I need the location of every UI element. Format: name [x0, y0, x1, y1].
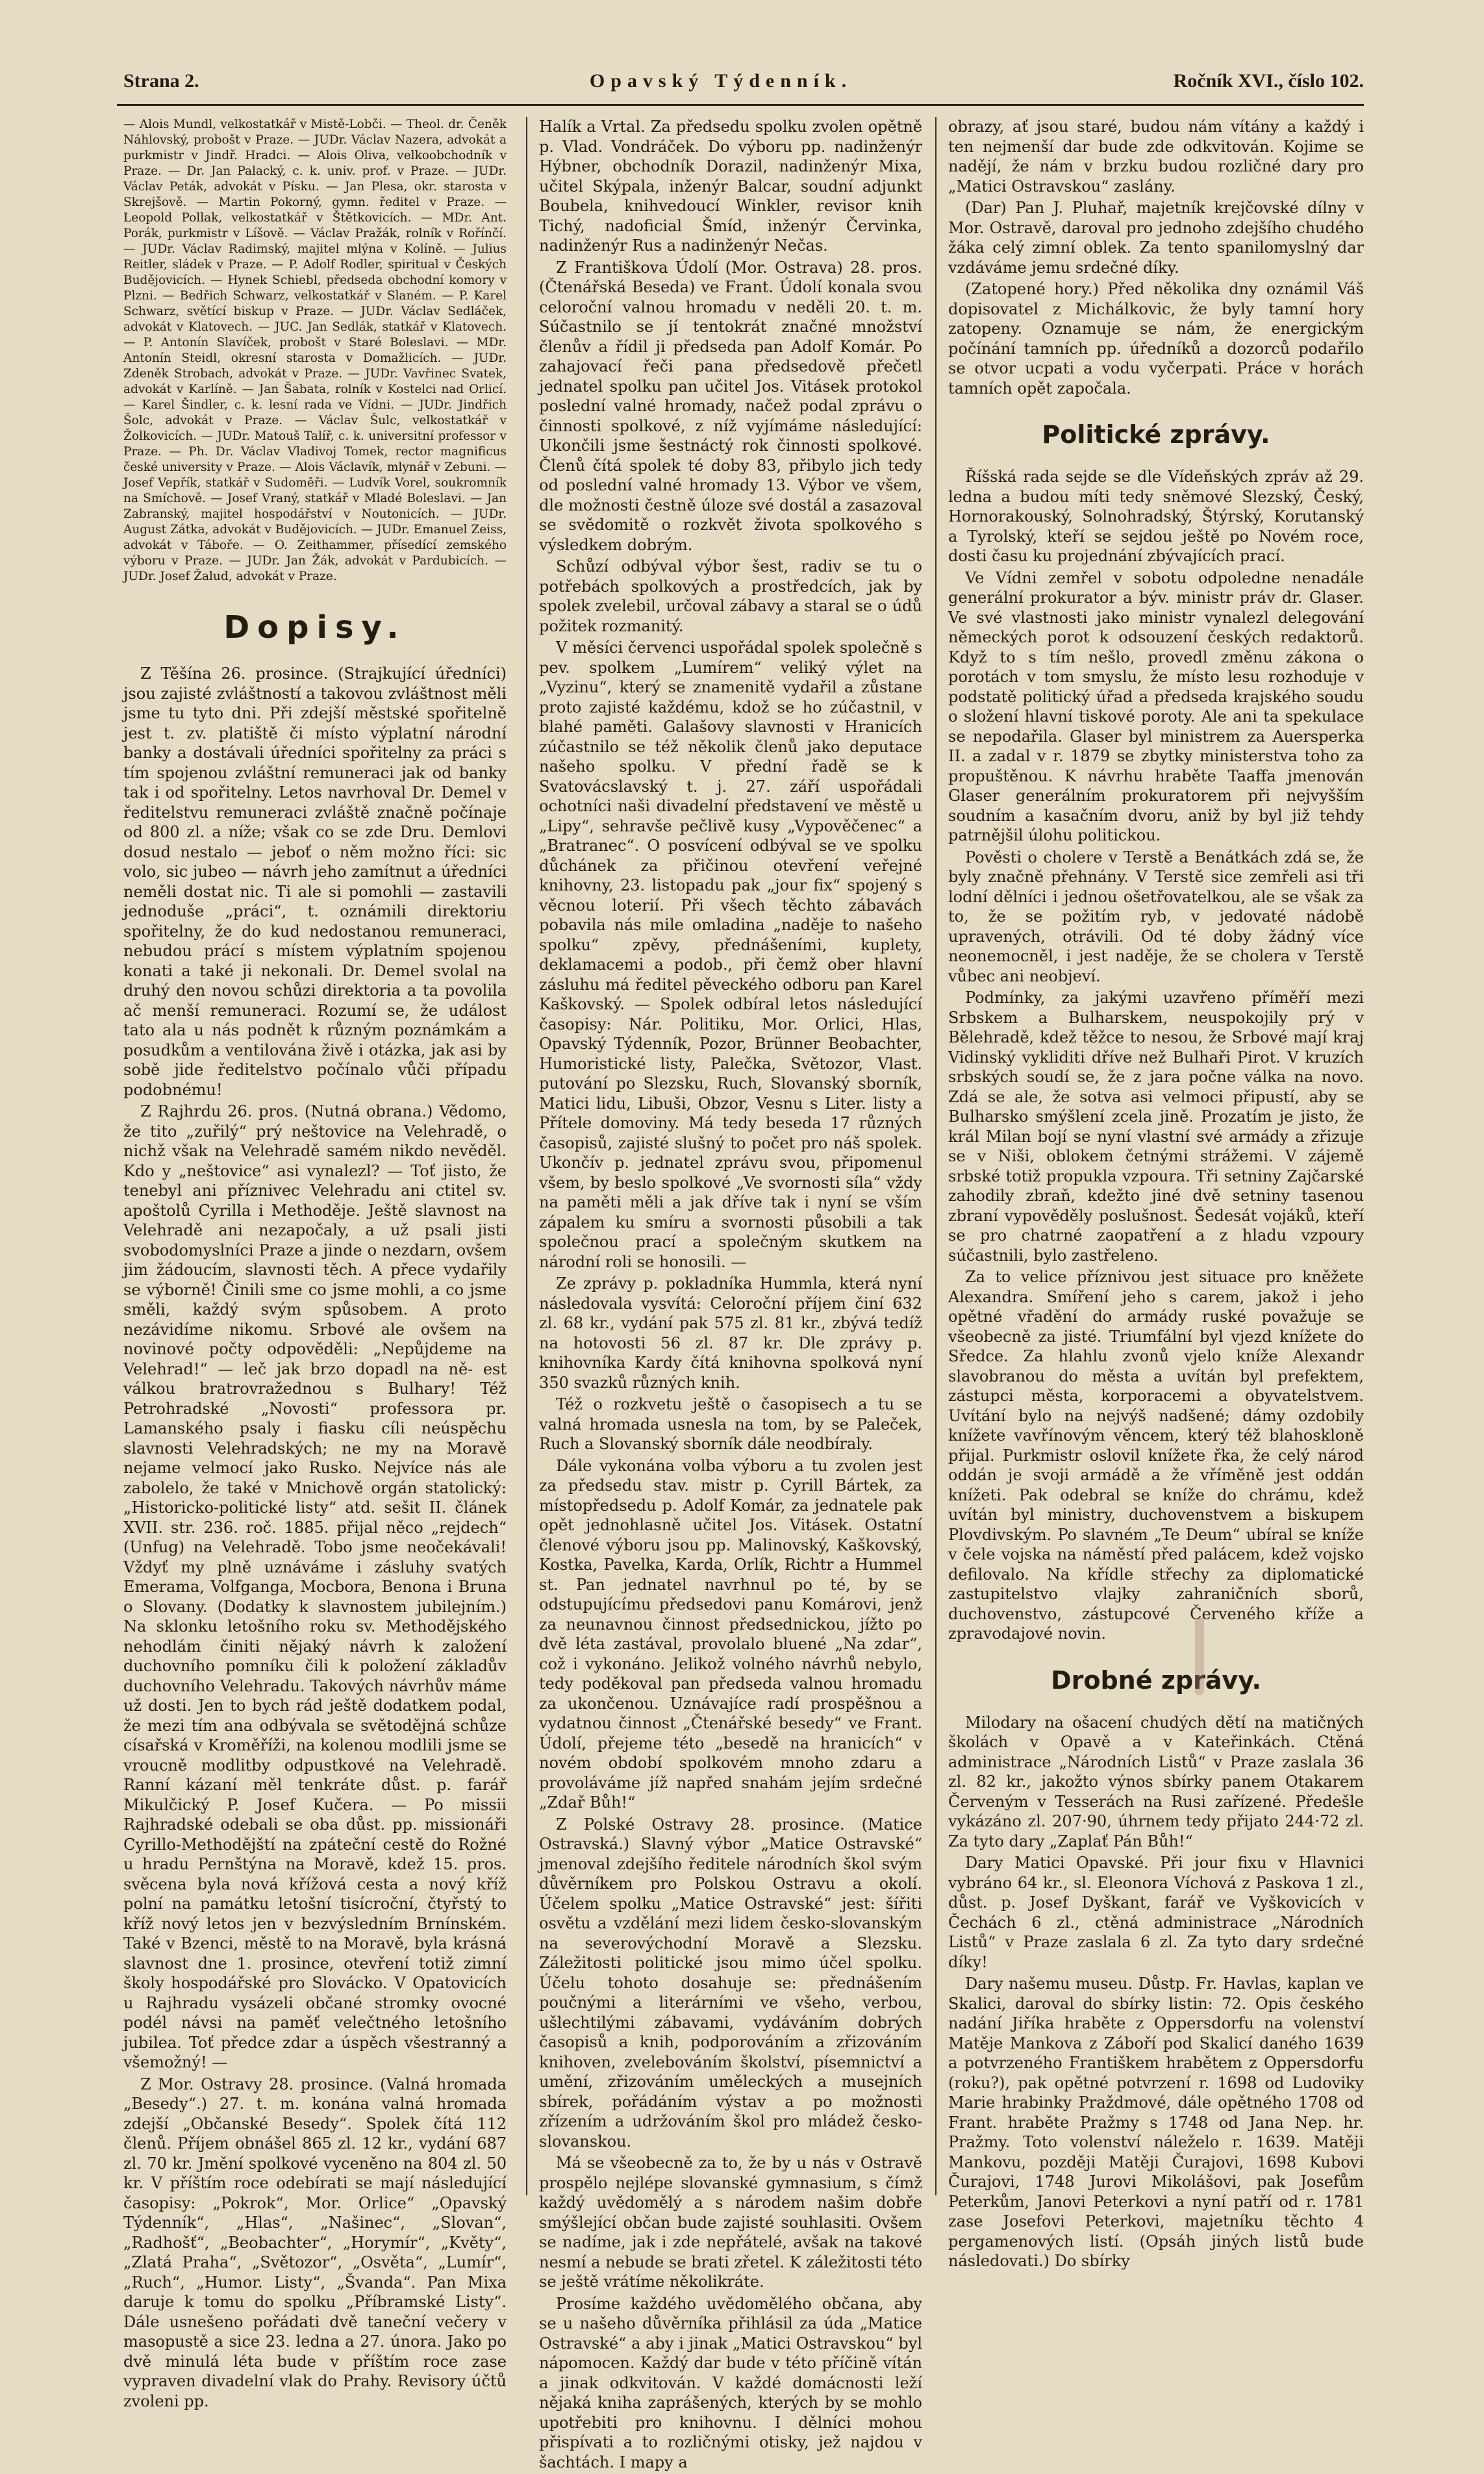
signatories-list: — Alois Mundl, velkostatkář v Mistě-Lobči. — Theol. dr. Čeněk Náhlovský, probošt v Praze. — JUDr. Václav Nazera, advokát a purkmistr v Jindř. Hradci. — Alois Oliva, velkoobchodník v Praze. — Dr. Jan Palacký, c. k. univ. prof. v Praze. — JUDr. Václav Peták, advokát v Písku. — Jan Plesa, okr. starosta v Skrejšově. — Martin Pokorný, gymn. ředitel v Praze. — Leopold Pollak, velkostatkář v Štětkovicích. — MDr. Ant. Porák, purkmistr v Líšově. — Václav Pražák, rolník v Rořínčí. — JUDr. Václav Radimský, majitel mlýna v Kolíně. — Julius Reitler, sládek v Praze. — P. Adolf Rodler, spiritual v Českých Budějovicích. — Hynek Schiebl, předseda obchodní komory v Plzni. — Bedřich Schwarz, velkostatkář v Slaném. — P. Karel Schwarz, světící biskup v Praze. — JUDr. Václav Sedláček, advokát v Klatovech. — JUC. Jan Sedlák, statkář v Klatovech. — P. Antonín Slavíček, probošt v Staré Boleslavi. — MDr. Antonín Steidl, okresní starosta v Domažlicích. — JUDr. Zdeněk Strobach, advokát v Praze. — JUDr. Vavřinec Svatek, advokát v Karlíně. — Jan Šabata, rolník v Kostelci nad Orlicí. — Karel Šindler, c. k. lesní rada ve Vídni. — JUDr. Jindřich Šolc, advokát v Praze. — Václav Šulc, velkostatkář v Žolkovicích. — JUDr. Matouš Talíř, c. k. universitní professor v Praze. — Ph. Dr. Václav Vladivoj Tomek, rector magnificus české university v Praze. — Alois Václavík, mlynář v Zebuni. — Josef Vepřík, statkář v Sudoměři. — Ludvík Vorel, soukromník na Smíchově. — Josef Vraný, statkář v Mladé Boleslavi. — Jan Zabranský, majitel hospodářství v Noutonicích. — JUDr. August Zátka, advokát v Budějovicích. — JUDr. Emanuel Zeiss, advokát v Táboře. — O. Zeithammer, přísedící zemského výboru v Praze. — JUDr. Jan Žák, advokát v Pardubicích. — JUDr. Josef Žalud, advokát v Praze.: [123, 118, 507, 583]
column-right: [948, 117, 1364, 2273]
article-paragraph: Schůzí odbýval výbor šest, radiv se tu o potřebách spolkových a prostředcích, jak by spolek zvelebil, určoval zábavy a staral se o údů požitek rozmanitý.: [539, 557, 922, 635]
article-paragraph: V měsíci červenci uspořádal spolek společně s pev. spolkem „Lumírem“ veliký výlet na „Vyzinu“, který se znamenitě vydařil a zůstane proto zajisté každému, kdož se ho zúčastnil, v blahé paměti. Galašovy slavnosti v Hranicích zúčastnilo se též několik členů jako deputace našeho spolku. V přední řadě se k Svatovácslavský t. j. 27. září uspořádali ochotníci naši divadelní představení ve městě u „Lipy“, sehravše pečlivě kusy „Vypověčenec“ a „Bratranec“. O posvícení odbýval se ve spolku důchánek za přičinou otevření veřejné knihovny, 23. listopadu pak „jour fix“ spojený s věcnou loterií. Při všech těchto zábavách pobavila nás mile omladina „naděje to našeho spolku“ zpěvy, přednášeními, kuplety, deklamacemi a podob., při čemž ober hlavní zásluhu má ředitel pěveckého odboru pan Karel Kaškovský. — Spolek odbíral letos následující časopisy: Nár. Politiku, Mor. Orlici, Hlas, Opavský Týdenník, Pozor, Brünner Beobachter, Humoristické listy, Palečka, Světozor, Vlast. putování po Slezsku, Ruch, Slovanský sborník, Matici lidu, Libuši, Obzor, Vesnu s Liter. listy a Přítele domoviny. Má tedy beseda 17 různých časopisů, zajisté slušný to počet pro náš spolek. Ukončív p. jednatel zprávu svou, připomenul všem, by beslo spolkové „Ve svornosti síla“ vždy na paměti měli a jak dříve tak i nyní se vším zápalem ku smíru a svornosti působili a tak společnou prací a společným skutkem na národní roli se honosili. —: [539, 638, 922, 1271]
column-divider: [526, 117, 527, 2195]
article-tesin: Z Těšína 26. prosince. (Strajkující úředníci) jsou zajisté zvláštností a takovou zvláštnost měli jsme tu tyto dni. Při zdejší městské spořitelně jest t. zv. platiště či místo výplatní národní banky a dostávali úředníci spořitelny za práci s tím spojenou zvláštní remuneraci jak od banky tak i od spořitelny. Letos navrhoval Dr. Demel v ředitelstvu remuneraci zvláště značně počínaje od 800 zl. a níže; však co se zde Dru. Demlovi dosud nestalo — jeboť o něm možno říci: sic volo, sic jubeo — návrh jeho zamítnut a úředníci neměli dostat nic. Ti ale si pomohli — zastavili jednoduše „práci“, t. oznámili direktoriu spořitelny, že do kud nedostanou remuneraci, nebudou prácí s místem výplatním spojenou konati a také ji nekonali. Dr. Demel svolal na druhý den novou schůzi direktoria a ta povolila ač menší remuneraci. Rozumí se, že událost tato ala u nás podnět k různým poznámkám a posudkům a ventilována živě i otázka, jak asi by sobě jide ředitelstvo počínalo vůči případu podobnému!: [123, 664, 507, 1099]
article-dar: (Dar) Pan J. Pluhař, majetník krejčovské dílny v Mor. Ostravě, daroval pro jednoho zdejšího chudého žáka celý zimní oblek. Za tento spanilomyslný dar vzdáváme jemu srdečné díky.: [948, 199, 1364, 277]
article-srbsko-bulharsko: Podmínky, za jakými uzavřeno příměří mezi Srbskem a Bulharskem, neuspokojily prý v Bělehradě, kdež těžce to nesou, že Srbové mají kraj Vidinský vykliditi dříve než Bulhaři Pirot. V kruzích srbských soudí se, že z jara počne válka na novo. Zdá se ale, že sotva asi velmoci připustí, aby se Bulharsko smýšlení zcela jině. Prozatím je jisto, že král Milan bojí se nyní vlastní své armády a zřizuje se v Niši, oblokem četnými strážemi. V zájemě srbské totiž propukla vzpoura. Tři setniny Zajčarské zahodily zbraň, kdežto jiné dvě setniny tasenou zbraní vypověděly poslušnost. Šedesát vojáků, kteří se pro chatrné zaopatření a z hladu vzpoury súčastnili, bylo zastřeleno.: [948, 989, 1364, 1265]
column-left: [123, 117, 507, 2413]
article-dary-matici: Dary Matici Opavské. Při jour fixu v Hlavnici vybráno 64 kr., sl. Eleonora Víchová z Paskova 1 zl., důst. p. Josef Dyškant, farář ve Vyškovicích v Čechách 6 zl., ctěná administrace „Národních Listů“ v Praze zaslala 6 zl. Za tyto dary srdečné díky!: [948, 1854, 1364, 1971]
article-dary-museu: Dary našemu museu. Důstp. Fr. Havlas, kaplan ve Skalici, daroval do sbírky listin: 72. Opis českého nadání Jiříka hraběte z Oppersdorfu na volenství Matěje Mankova z Záboří pod Skalicí daného 1639 a potvrzeného Františkem hrabětem z Oppersdorfu (roku?), pak opětné potvrzení r. 1698 od Ludoviky Marie hrabinky Praždmové, dále opětného 1708 od Frant. hraběte Pražmy s 1748 od Jana Nep. hr. Pražmy. Toto volenství náleželo r. 1639. Matěji Mankovu, později Matěji Čurajovi, 1698 Kubovi Čurajovi, 1748 Jurovi Mikolášovi, pak Josefům Peterkům, Janovi Peterkovi a nyní patří od r. 1781 zase Josefovi Peterkovi, majetníku těchto 4 pergamenových listí. (Opsáh jiných listů bude následovati.) Do sbírky: [948, 1975, 1364, 2270]
volume-issue: Ročník XVI., číslo 102.: [1173, 70, 1364, 92]
header-rule: [117, 104, 1364, 106]
section-title-dopisy: Dopisy.: [223, 609, 407, 646]
page-number: Strana 2.: [123, 70, 199, 92]
article-polska-ostrava: Z Polské Ostravy 28. prosince. (Matice Ostravská.) Slavný výbor „Matice Ostravské“ jmenoval zdejšího ředitele národních škol svým důvěrníkem pro Polskou Ostravu a okolí. Účelem spolku „Matice Ostravské“ jest: šířiti osvětu a vzdělání mezi lidem česko-slovanským na severovýchodní Moravě a Slezsku. Záležitosti politické jsou mimo účel spolku. Účelu tohoto dosahuje se: přednášením poučnými a literárními ve všeho, verbou, ušlechtilými zábavami, vydáváním dobrých časopisů a knih, podporováním a zřizováním knihoven, zvelebováním školství, písemnictví a umění, zřizováním uměleckých a musejních sbírek, pořádáním výstav a po možnosti zřízením a udržováním škol pro mládež česko-slovanskou.: [539, 1815, 922, 2151]
article-zatopene-hory: (Zatopené hory.) Před několika dny oznámil Váš dopisovatel z Michálkovic, že byly tamní hory zatopeny. Oznamuje se nám, že energickým počínání tamních pp. úředníků a dozorců podařilo se otvor ucpati a vodu vyčerpati. Práce v horách tamních opět započala.: [948, 280, 1364, 398]
article-frantiskovo-udoli: Z Františkova Údolí (Mor. Ostrava) 28. pros. (Čtenářská Beseda) ve Frant. Údolí konala svou celoroční valnou hromadu v neděli 20. t. m. Súčastnilo se jí tentokrát značné množství členův a řídil ji předseda pan Adolf Komár. Po zahajovací řeči pana předsedově přečetl jednatel spolku pan učitel Jos. Vitásek protokol poslední valné hromady, načež podal zprávu o činnosti spolkové, z níž vyjímáme následující: Ukončili jsme šestnáctý rok činnosti spolkové. Členů čítá spolek té doby 83, přibylo jich tedy od poslední valné hromady 13. Výbor ve všem, dle možnosti čestně úloze své dostál a zasazoval se svědomitě o rozkvět života spolkového s výsledkem dobrým.: [539, 258, 922, 554]
article-milodary: Milodary na ošacení chudých dětí na matičných školách v Opavě a v Kateřinkách. Ctěná administrace „Národních Listů“ v Praze zaslala 36 zl. 82 kr., jakožto výnos sbírky panem Otakarem Červeným v Tesserách na Rusi zařízené. Předešle vykázáno zl. 207·90, úhrnem tedy přijato 244·72 zl. Za tyto dary „Zaplať Pán Bůh!“: [948, 1713, 1364, 1850]
column-divider: [935, 117, 937, 2195]
article-cholera: Pověsti o cholere v Terstě a Benátkách zdá se, že byly značně přehnány. V Terstě sice zemřeli asi tři lodní dělníci i jednou ošetřovatelkou, ale se však za to, že se požitím ryb, v jedovaté nádobě upravených, otrávili. Od té doby žádný více neonemocněl, i jest naděje, že se cholera v Terstě vůbec ani neobjeví.: [948, 848, 1364, 985]
newspaper-page: [71, 52, 1370, 2471]
article-mor-ostrava: Z Mor. Ostravy 28. prosince. (Valná hromada „Besedy“.) 27. t. m. konána valná hromada zdejší „Občanské Besedy“. Spolek čítá 112 členů. Příjem obnášel 865 zl. 12 kr., vydání 687 zl. 70 kr. Jmění spolkové vyceněno na 804 zl. 50 kr. V příštím roce odebírati se mají následující časopisy: „Pokrok“, Mor. Orlice“ „Opavský Týdenník“, „Hlas“, „Našinec“, „Slovan“, „Radhošť“, „Beobachter“, „Horymír“, „Květy“, „Zlatá Praha“, „Světozor“, „Osvěta“, „Lumír“, „Ruch“, „Humor. Listy“, „Švanda“. Pan Mixa daruje k tomu do spolku „Příbramské Listy“. Dále usnešeno pořádati dvě taneční večery v masopustě a sice 23. ledna a 27. února. Jako po dvě minulá léta bude v příštím roce zase vypraven divadelní vlak do Prahy. Revisory účtů zvoleni pp.: [123, 2075, 507, 2410]
masthead-title: Opavský Týdenník.: [589, 70, 853, 92]
paper-stain: [1195, 1617, 1204, 1695]
article-paragraph: Má se všeobecně za to, že by u nás v Ostravě prospělo nejlépe slovanské gymnasium, s čímž každý uvědomělý a s národem našim dobře smýšlející občan bude zajisté souhlasiti. Ovšem se nadíme, jak i zde nepřátelé, avšak na takové nesmí a nebude se brati zřetel. K záležitosti této se ještě vrátíme několikráte.: [539, 2154, 922, 2291]
article-alexandr: Za to velice příznivou jest situace pro kněžete Alexandra. Smíření jeho s carem, jakož i jeho opětné vřadění do armády ruské považuje se všeobecně za jisté. Triumfální byl vjezd knížete do Sředce. Za hlahlu zvonů vjelo kníže Alexandr slavobranou do města a uvítán byl prefektem, zástupci města, korporacemi a obyvatelstvem. Uvítání bylo na nejvýš nadšené; dámy ozdobily knížete vavřínovým věncem, který též blahoskloně přijal. Purkmistr oslovil knížete řka, že celý národ oddán je svoji armádě a že vříměně jest oddán knížeti. Pak odebral se kníže do chrámu, kdež uvítán byl ministry, duchovenstvem a biskupem Plovdivským. Po slavném „Te Deum“ ubíral se kníže v čele vojska na náměstí před palácem, kdež vojsko defilovalo. Na křídle střechy za diplomatické zastupitelstvo vlajky zahraničních sborů, duchovenstvo, zástupcové Červeného kříže a zpravodajové novin.: [948, 1268, 1364, 1643]
article-paragraph: Ze zprávy p. pokladníka Hummla, která nyní následovala vysvítá: Celoroční příjem činí 632 zl. 68 kr., vydání pak 575 zl. 81 kr., zbývá tedíž na hotovosti 56 zl. 87 kr. Dle zprávy p. knihovníka Kardy čítá knihovna spolková nyní 350 svazků různých knih.: [539, 1274, 922, 1392]
section-title-politicke-zpravy: Politické zprávy.: [1042, 420, 1270, 449]
article-rajhrad: Z Rajhrdu 26. pros. (Nutná obrana.) Vědomo, že tito „zuřilý“ prý neštovice na Velehradě, o nichž však na Velehradě samém nikdo nevěděl. Kdo y „neštovice“ asi vynalezl? — Toť jisto, že tenebyl ani příznivec Velehradu ani ctitel sv. apoštolů Cyrilla i Methoděje. Ještě slavnost na Velehradě ani nezapočaly, a už psali jisti svobodomyslníci Praze a jinde o nezdarn, ovšem jim žádoucím, slavnosti těch. A přece vydařily se výborně! Činili sme co jsme mohli, a co jsme směli, každý svým spůsobem. A proto nezávidíme nikomu. Srbové ale ovšem na novinové počty odpověděli: „Nepůjdeme na Velehrad!“ — leč jak brzo dopadl na ně- est válkou bratrovražednou s Bulhary! Též Petrohradské „Novosti“ professora pr. Lamanského psaly i fiasku cíli neúspěchu slavnosti Velehradských; ne my na Moravě nejame velmocí jako Rusko. Nejvíce nás ale zabolelo, že také v Mnichově orgán statolický: „Historicko-politické listy“ atd. sešit II. článek XVII. str. 236. roč. 1885. přijal něco „rejdech“ (Unfug) na Velehradě. Tobo jsme neočekávali! Vždyť my plně uznáváme i zásluhy svatých Emerama, Volfganga, Mocbora, Benona i Bruna o Slovany. (Dodatky k slavnostem jubilejním.) Na sklonku letošního roku sv. Methodějského nehodlám činiti nějaký návrh k založení duchovního pomníku čili k položení základův duchovního Velehradu. Takových návrhův máme už dosti. Jen to bych rád ještě dodatkem podal, že mezi tím ana odbývala se světodějná schůze císařská v Kroměříži, na kolenou modlili jsme se vroucně modlitby odpustkové na Velehradě. Ranní kázaní měl tenkráte důst. p. farář Mikulčický P. Josef Kučera. — Po missii Rajhradské odebali se oba důst. pp. missionáři Cyrillo-Methodějští na zpáteční cestě do Rožné u hradu Pernštýna na Moravě, kdež 15. pros. svěcena byla nová křížová cesta a nový kříž polní na památku letošní tisícroční, čtyřstý to kříž nový letos jen v bezvýsledním Brnínském. Také v Bzenci, městě to na Moravě, byla krásná slavnost dne 1. prosince, otevření totiž zimní školy hospodářské pro Slovácko. V Opatovicích u Rajhradu vysázeli občané stromky ovocné podél návsi na paměť velečtného letošního jubilea. Toť předce zdar a úspěch všestranný a všemožný! —: [123, 1102, 507, 2071]
article-risska-rada: Říšská rada sejde se dle Vídeňských zpráv až 29. ledna a budou míti tedy sněmové Slezský, Český, Hornorakouský, Solnohradský, Štýrský, Korutanský a Tyrolský, kteří se sejdou ještě po Novém roce, dosti času ku projednání zbývajících prací.: [948, 468, 1364, 565]
article-continuation: Halík a Vrtal. Za předsedu spolku zvolen opětně p. Vlad. Vondráček. Do výboru pp. nadinženýr Hýbner, obchodník Dorazil, nadinženýr Mixa, učitel Skýpala, inženýr Balcar, soudní adjunkt Boubela, knihvedoucí Winkler, revisor knih Tichý, nadoficial Šmíd, inženýr Červinka, nadinženýr Rus a nadinženýr Nečas.: [539, 118, 922, 255]
column-middle: [539, 117, 922, 2474]
article-paragraph: Prosíme každého uvědomělého občana, aby se u našeho důvěrníka přihlásil za úda „Matice Ostravské“ a aby i jinak „Matici Ostravskou“ byl nápomocen. Každý dar bude v této příčině vítán a jinak odkvitován. V každé domácnosti leží nějaká kniha zaprášených, kterých by se mohlo upotřebiti pro knihovnu. I dělníci mohou přispívati a to rozličnými otisky, jež najdou v šachtách. I mapy a: [539, 2294, 922, 2471]
article-paragraph: Též o rozkvetu ještě o časopisech a tu se valná hromada usnesla na tom, by se Paleček, Ruch a Slovanský sborník dále neodbíraly.: [539, 1395, 922, 1453]
section-title-drobne-zpravy: Drobné zprávy.: [1051, 1665, 1261, 1695]
page-header: [71, 65, 1370, 104]
article-glaser: Ve Vídni zemřel v sobotu odpoledne nenadále generální prokurator a býv. ministr práv dr. Glaser. Ve své vlastnosti jako ministr vynalezl delegování německých porot k odsouzení českých redaktorů. Když to s tím nešlo, provedl změnu zákona o porotách v tom smyslu, že místo lesu rozhoduje v podstatě politický úřad a předseda krajského soudu o složení hlavní tiskové poroty. Ale ani ta spekulace se nepodařila. Glaser byl ministrem za Auersperka II. a zadal v r. 1879 se zbytky ministerstva toho za propuštěnou. K návrhu hraběte Taaffa jmenován Glaser generálním prokuratorem při nejvyšším soudním a kasačním dvoru, aniž by byl již tehdy patrnějšil úlohu politickou.: [948, 568, 1364, 844]
article-paragraph: Dále vykonána volba výboru a tu zvolen jest za předsedu stav. mistr p. Cyrill Bártek, za místopředsedu p. Adolf Komár, za jednatele pak opět jednohlasně učitel Jos. Vitásek. Ostatní členové výboru jsou pp. Malinovský, Kaškovský, Kostka, Pavelka, Karda, Orlík, Richtr a Hummel st. Pan jednatel navrhnul po té, by se odstupujícímu předsedovi panu Komárovi, jenž za neunavnou činnost předsednickou, jížto po dvě léta zastával, provolalo bluené „Na zdar“, což i vykonáno. Jelikož volného návrhů nebylo, tedy poděkoval pan předseda valnou hromadu za ukončenou. Uznávajíce radí prospěšnou a vydatnou činnost „Čtenářské besedy“ ve Frant. Údolí, přejeme této „besedě na hranicích“ v novém období spolkovém mnoho zdaru a provoláváme jíž napřed snahám jejím srdečné „Zdař Bůh!“: [539, 1456, 922, 1811]
article-continuation: obrazy, ať jsou staré, budou nám vítány a každý i ten nejmenší dar bude zde odkvitován. Kojime se nadějí, že nám v brzku budou rozličné dary pro „Matici Ostravskou“ zaslány.: [948, 118, 1364, 196]
